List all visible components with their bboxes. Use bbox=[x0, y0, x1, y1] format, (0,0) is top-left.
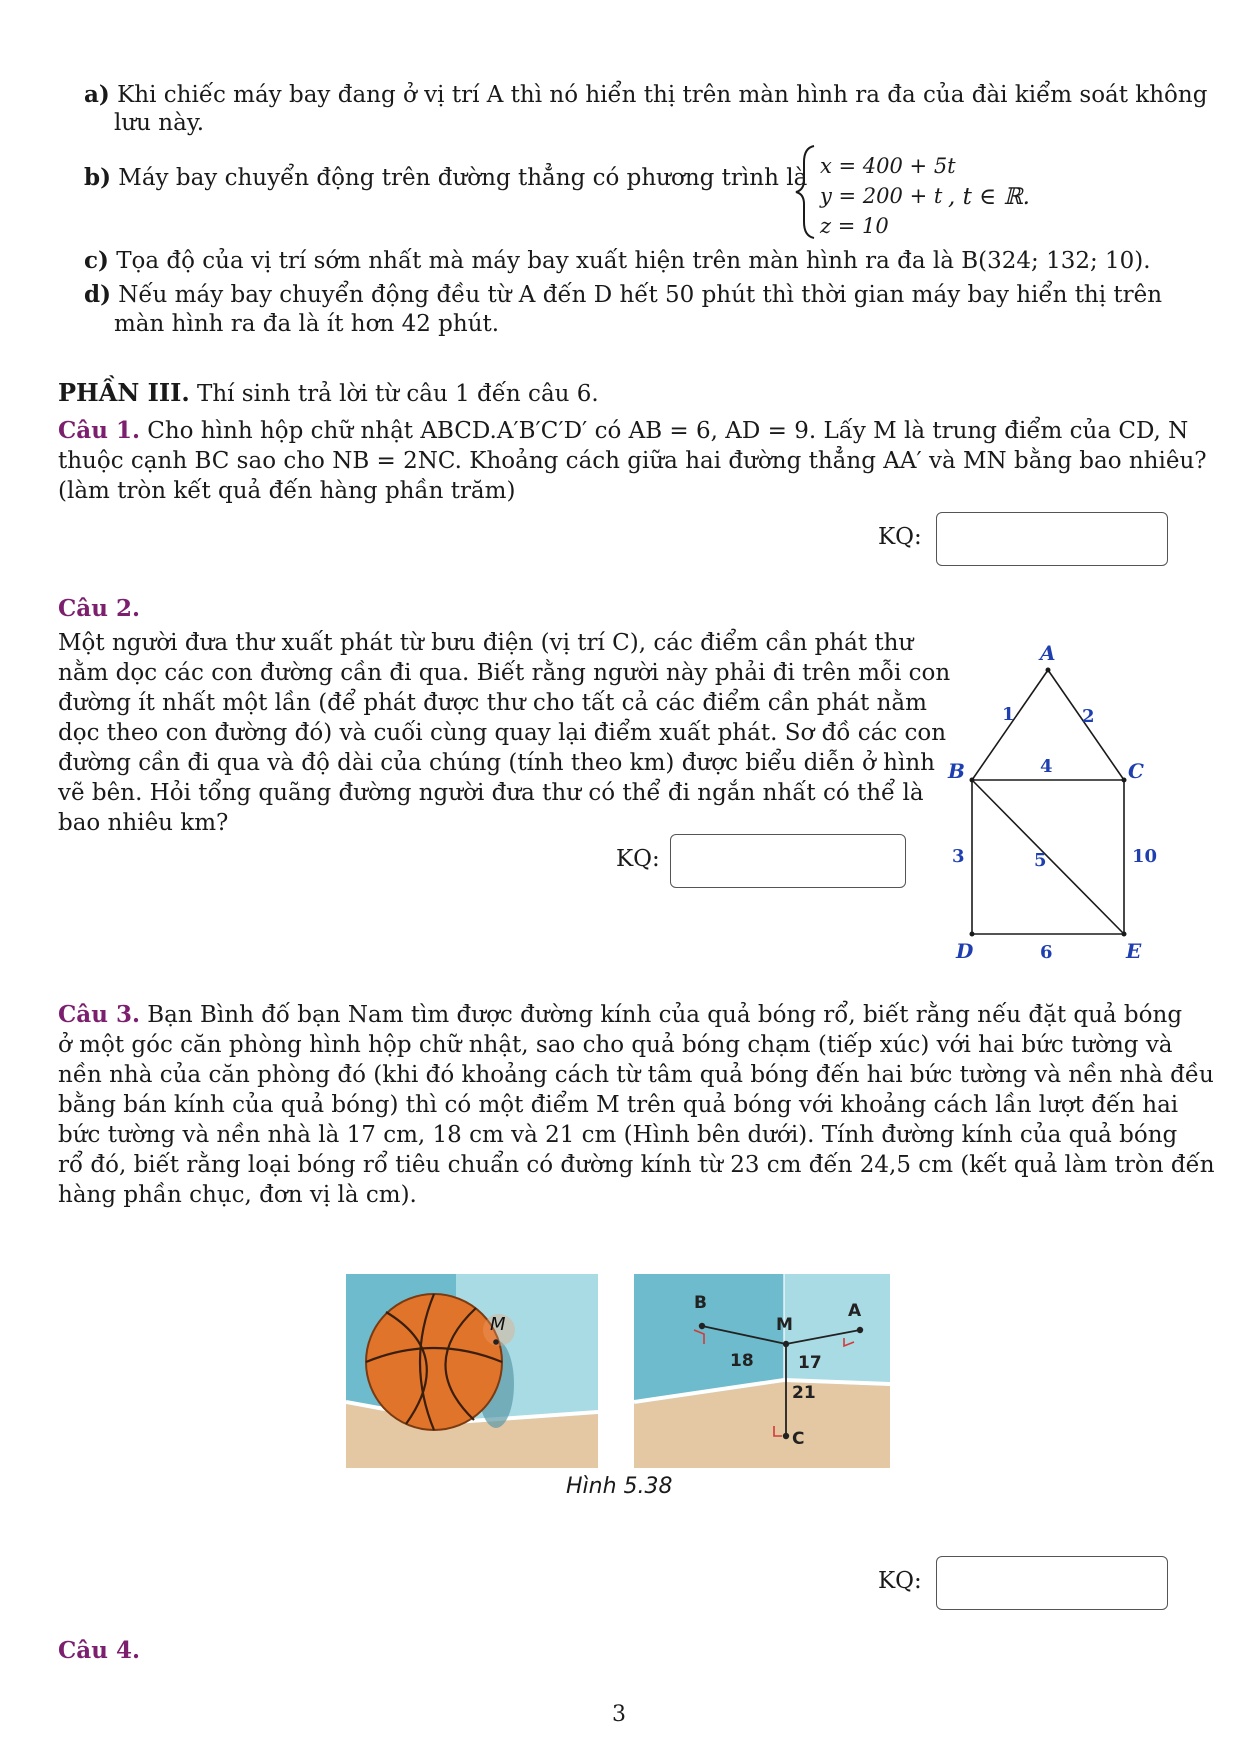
q1-line1: Cho hình hộp chữ nhật ABCD.A′B′C′D′ có AB = 6, AD = 9. Lấy M là trung điểm của CD, N bbox=[147, 418, 1189, 444]
item-a-text-line1: Khi chiếc máy bay đang ở vị trí A thì nó hiển thị trên màn hình ra đa của đài kiểm soát không bbox=[117, 82, 1208, 108]
fig-right-label-c: C bbox=[792, 1429, 805, 1449]
fig-right-dist-17: 17 bbox=[798, 1353, 822, 1373]
q1-kq-label: KQ: bbox=[878, 524, 922, 550]
q2-line-5: đường cần đi qua và độ dài của chúng (tính theo km) được biểu diễn ở hình bbox=[58, 750, 935, 776]
q3-kq-label: KQ: bbox=[878, 1568, 922, 1594]
point-a-dot bbox=[857, 1327, 863, 1333]
point-m-dot bbox=[493, 1339, 499, 1345]
weight-DE: 6 bbox=[1040, 942, 1053, 963]
vertex-B-label: B bbox=[948, 759, 965, 783]
brace-icon bbox=[792, 142, 822, 242]
item-a-label: a) bbox=[84, 81, 110, 108]
item-c-text: Tọa độ của vị trí sớm nhất mà máy bay xuất hiện trên màn hình ra đa là B(324; 132; 10). bbox=[116, 248, 1151, 274]
vertex-D-label: D bbox=[956, 939, 974, 963]
q1-label: Câu 1. bbox=[58, 417, 140, 444]
edge-AB bbox=[972, 670, 1048, 780]
weight-CE: 10 bbox=[1132, 846, 1158, 867]
q1-line1-row bbox=[58, 416, 1188, 446]
part3-heading bbox=[58, 378, 599, 409]
q2-line-4: dọc theo con đường đó) và cuối cùng quay lại điểm xuất phát. Sơ đồ các con bbox=[58, 720, 947, 746]
fig-right-label-m: M bbox=[776, 1315, 793, 1335]
q2-graph bbox=[930, 640, 1160, 970]
item-c bbox=[84, 246, 1151, 276]
q2-line-1: Một người đưa thư xuất phát từ bưu điện (vị trí C), các điểm cần phát thư bbox=[58, 630, 914, 656]
fig-right-label-a: A bbox=[848, 1301, 862, 1321]
item-c-label: c) bbox=[84, 247, 109, 274]
q3-answer-box[interactable] bbox=[936, 1556, 1168, 1610]
q3-line-5: bức tường và nền nhà là 17 cm, 18 cm và 21 cm (Hình bên dưới). Tính đường kính của quả bóng bbox=[58, 1122, 1178, 1148]
part3-title: PHẦN III. bbox=[58, 378, 190, 407]
q3-label: Câu 3. bbox=[58, 1001, 140, 1028]
vertex-C-label: C bbox=[1128, 759, 1144, 783]
vertex-A-label: A bbox=[1040, 641, 1056, 665]
q3-line-1: Bạn Bình đố bạn Nam tìm được đường kính của quả bóng rổ, biết rằng nếu đặt quả bóng bbox=[147, 1002, 1183, 1028]
q3-line-3: nền nhà của căn phòng đó (khi đó khoảng cách từ tâm quả bóng đến hai bức tường và nền nhà đều bbox=[58, 1062, 1214, 1088]
weight-BC: 4 bbox=[1040, 756, 1053, 777]
vertex-D-dot bbox=[970, 932, 975, 937]
q3-line1-row bbox=[58, 1000, 1182, 1030]
q3-line-6: rổ đó, biết rằng loại bóng rổ tiêu chuẩn có đường kính từ 23 cm đến 24,5 cm (kết quả làm tròn đến bbox=[58, 1152, 1215, 1178]
vertex-C-dot bbox=[1122, 778, 1127, 783]
item-a-line2: lưu này. bbox=[114, 110, 205, 136]
system-suffix: , t ∈ ℝ. bbox=[948, 184, 1030, 210]
part3-subtitle: Thí sinh trả lời từ câu 1 đến câu 6. bbox=[196, 381, 599, 407]
item-d-label: d) bbox=[84, 281, 111, 308]
item-a bbox=[84, 80, 1207, 110]
system-brace bbox=[792, 142, 822, 242]
weight-BD: 3 bbox=[952, 846, 965, 867]
page-number: 3 bbox=[612, 1702, 626, 1727]
weight-BE: 5 bbox=[1034, 850, 1047, 871]
item-d-line2: màn hình ra đa là ít hơn 42 phút. bbox=[114, 311, 500, 337]
system-eq-y: y = 200 + t bbox=[820, 184, 943, 208]
q3-line-4: bằng bán kính của quả bóng) thì có một điểm M trên quả bóng với khoảng cách lần lượt đến hai bbox=[58, 1092, 1179, 1118]
point-m2-dot bbox=[783, 1341, 789, 1347]
q3-line-7: hàng phần chục, đơn vị là cm). bbox=[58, 1182, 417, 1208]
vertex-A-dot bbox=[1046, 668, 1051, 673]
q4-label: Câu 4. bbox=[58, 1637, 140, 1664]
q2-line-7: bao nhiêu km? bbox=[58, 810, 229, 836]
corner-diagram bbox=[634, 1274, 890, 1468]
q1-answer-box[interactable] bbox=[936, 512, 1168, 566]
system-eq-z: z = 10 bbox=[820, 214, 889, 238]
vertex-E-dot bbox=[1122, 932, 1127, 937]
q1-line3: (làm tròn kết quả đến hàng phần trăm) bbox=[58, 478, 516, 504]
q2-line-6: vẽ bên. Hỏi tổng quãng đường người đưa thư có thể đi ngắn nhất có thể là bbox=[58, 780, 924, 806]
basketball-photo bbox=[346, 1274, 598, 1468]
q2-line-2: nằm dọc các con đường cần đi qua. Biết rằng người này phải đi trên mỗi con bbox=[58, 660, 951, 686]
fig-right-dist-18: 18 bbox=[730, 1351, 754, 1371]
item-b-text: Máy bay chuyển động trên đường thẳng có phương trình là bbox=[118, 165, 808, 191]
q2-answer-box[interactable] bbox=[670, 834, 906, 888]
figure-caption: Hình 5.38 bbox=[566, 1474, 673, 1499]
fig-left-label-m: M bbox=[490, 1314, 506, 1335]
fig-right-dist-21: 21 bbox=[792, 1383, 816, 1403]
weight-AB: 1 bbox=[1002, 704, 1015, 725]
vertex-B-dot bbox=[970, 778, 975, 783]
system-eq-x: x = 400 + 5t bbox=[820, 154, 956, 178]
q2-label: Câu 2. bbox=[58, 595, 140, 622]
q3-line-2: ở một góc căn phòng hình hộp chữ nhật, sao cho quả bóng chạm (tiếp xúc) với hai bức tường và bbox=[58, 1032, 1173, 1058]
q2-kq-label: KQ: bbox=[616, 846, 660, 872]
point-b-dot bbox=[699, 1323, 705, 1329]
item-b-label: b) bbox=[84, 164, 111, 191]
item-d bbox=[84, 280, 1162, 310]
item-d-text-line1: Nếu máy bay chuyển động đều từ A đến D hết 50 phút thì thời gian máy bay hiển thị trên bbox=[118, 282, 1163, 308]
q2-line-3: đường ít nhất một lần (để phát được thư cho tất cả các điểm cần phát nằm bbox=[58, 690, 927, 716]
q1-line2: thuộc cạnh BC sao cho NB = 2NC. Khoảng cách giữa hai đường thẳng AA′ và MN bằng bao nhiêu? bbox=[58, 448, 1207, 474]
item-b bbox=[84, 163, 807, 193]
fig-right-label-b: B bbox=[694, 1293, 707, 1313]
vertex-E-label: E bbox=[1126, 939, 1142, 963]
point-c-dot bbox=[783, 1433, 789, 1439]
weight-AC: 2 bbox=[1082, 706, 1095, 727]
edge-BE bbox=[972, 780, 1124, 934]
